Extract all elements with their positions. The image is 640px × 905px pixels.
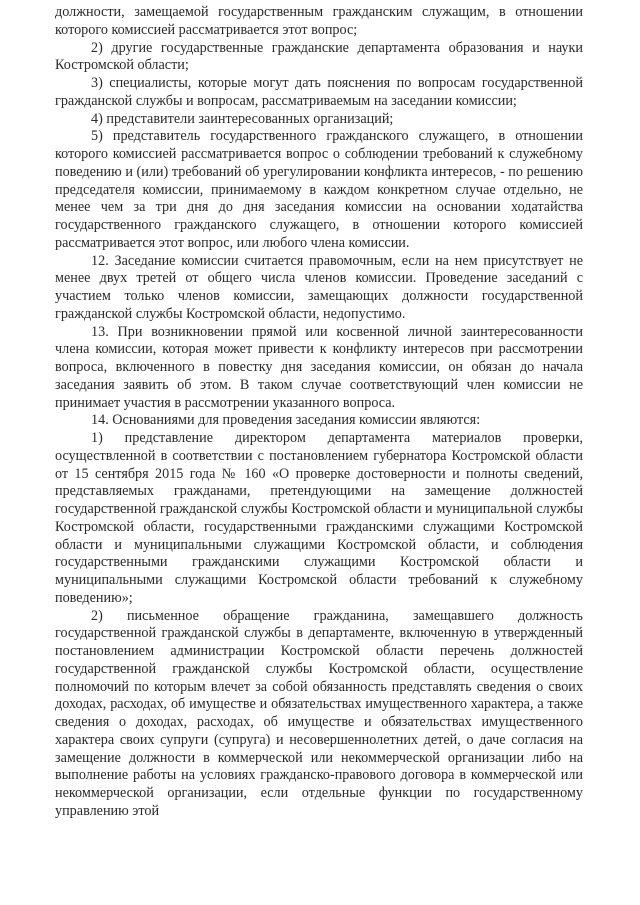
paragraph-8: 14. Основаниями для проведения заседания комиссии являются: bbox=[91, 412, 481, 429]
paragraph-9: 1) представление директором департамента материалов проверки, осуществленной в соответствии с постановлением губернатора Костромской области от 15 сентября 2015 года № 160 «О проверке достоверности и полноты сведений, представляемых гражданами, претендующими на замещение должностей государственной гражданской службы Костромской области и муниципальной службы Костромской области, государственными гражданскими служащими Костромской области и муниципальными служащими Костромской области, и соблюдения государственными гражданскими служащими Костромской области и муниципальными служащими Костромской области требований к служебному поведению»; bbox=[55, 430, 583, 606]
document-page bbox=[55, 4, 583, 821]
paragraph-3: 3) специалисты, которые могут дать пояснения по вопросам государственной гражданской службы и вопросам, рассматриваемым на заседании комиссии; bbox=[55, 75, 583, 109]
paragraph-10: 2) письменное обращение гражданина, замещавшего должность государственной гражданской службы в департаменте, включенную в утвержденный постановлением администрации Костромской области перечень должностей государственной гражданской службы Костромской области, осуществление полномочий по которым влечет за собой обязанность представлять сведения о своих доходах, расходах, об имуществе и обязательствах имущественного характера, а также сведения о доходах, расходах, об имуществе и обязательствах имущественного характера своих супруги (супруга) и несовершеннолетних детей, о даче согласия на замещение должности в коммерческой или некоммерческой организации либо на выполнение работы на условиях гражданско-правового договора в коммерческой или некоммерческой организации, если отдельные функции по государственному управлению этой bbox=[55, 607, 583, 819]
paragraph-6: 12. Заседание комиссии считается правомочным, если на нем присутствует не менее двух третей от общего числа членов комиссии. Проведение заседаний с участием только членов комиссии, замещающих должности государственной гражданской службы Костромской области, недопустимо. bbox=[55, 252, 583, 322]
paragraph-5: 5) представитель государственного гражданского служащего, в отношении которого комиссией рассматривается вопрос о соблюдении требований к служебному поведению и (или) требований об урегулировании конфликта интересов, - по решению председателя комиссии, принимаемому в каждом конкретном случае отдельно, не менее чем за три дня до дня заседания комиссии на основании ходатайства государственного гражданского служащего, в отношении которого комиссией рассматривается этот вопрос, или любого члена комиссии. bbox=[55, 128, 583, 251]
paragraph-1: должности, замещаемой государственным гражданским служащим, в отношении которого комиссией рассматривается этот вопрос; bbox=[55, 4, 583, 38]
paragraph-4: 4) представители заинтересованных организаций; bbox=[91, 110, 394, 127]
paragraph-7: 13. При возникновении прямой или косвенной личной заинтересованности члена комиссии, которая может привести к конфликту интересов при рассмотрении вопроса, включенного в повестку дня заседания комиссии, он обязан до начала заседания заявить об этом. В таком случае соответствующий член комиссии не принимает участия в рассмотрении указанного вопроса. bbox=[55, 323, 583, 411]
paragraph-2: 2) другие государственные гражданские департамента образования и науки Костромской области; bbox=[55, 39, 583, 74]
